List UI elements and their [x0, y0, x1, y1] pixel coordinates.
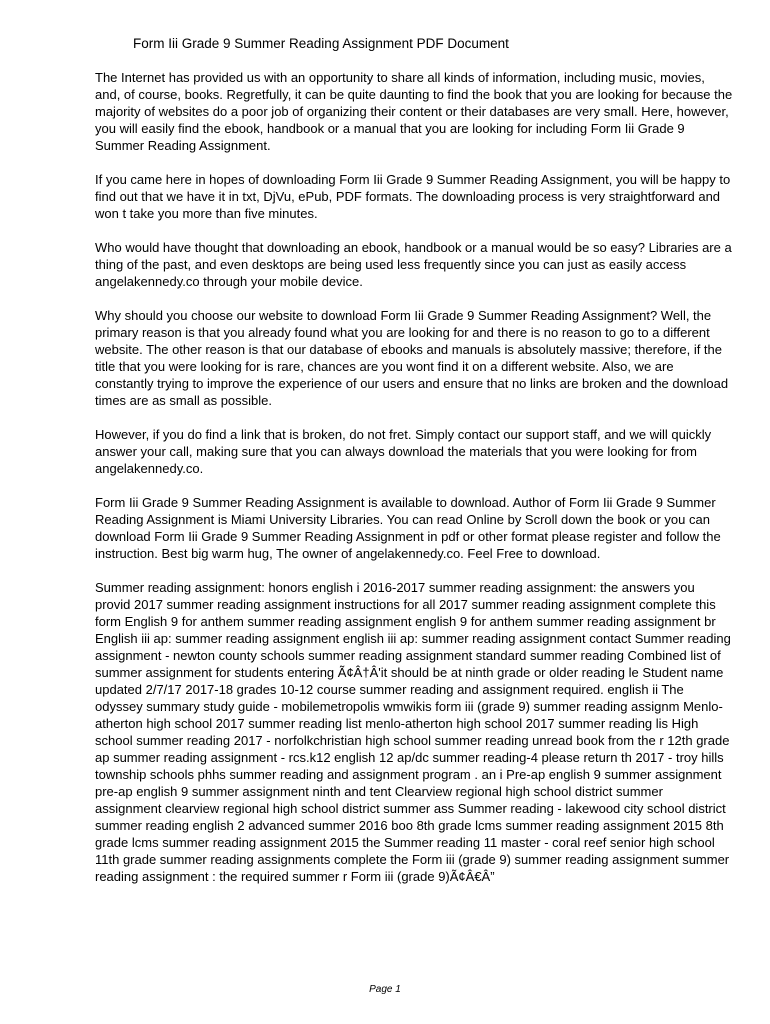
support-paragraph: However, if you do find a link that is broken, do not fret. Simply contact our support staff, and we will quickly answer your call, making sure that you can always download the materials that you were looking for from angelakennedy.co. [95, 427, 712, 476]
document-title: Form Iii Grade 9 Summer Reading Assignment PDF Document [133, 36, 509, 51]
formats-paragraph: If you came here in hopes of downloading Form Iii Grade 9 Summer Reading Assignment, you will be happy to find out that we have it in txt, DjVu, ePub, PDF formats. The downloading process is very straightforward and won t take you more than five minutes. [95, 172, 731, 221]
why-choose-paragraph: Why should you choose our website to download Form Iii Grade 9 Summer Reading Assignment? Well, the primary reason is that you already found what you are looking for and there is no reason to go to a different website. The other reason is that our database of ebooks and manuals is absolutely massive; therefore, if the title that you were looking for is rare, chances are you wont find it on a different website. Also, we are constantly trying to improve the experience of our users and ensure that no links are broken and the download times are as small as possible. [95, 308, 729, 408]
mobile-access-paragraph: Who would have thought that downloading an ebook, handbook or a manual would be so easy? Libraries are a thing of the past, and even desktops are being used less frequently since you can just as easily access angelakennedy.co through your mobile device. [95, 240, 732, 289]
keywords-paragraph: Summer reading assignment: honors english i 2016-2017 summer reading assignment: the answers you provid 2017 summer reading assignment instructions for all 2017 summer reading assignment complete this form English 9 for anthem summer reading assignment english 9 for anthem summer reading assignment br English iii ap: summer reading assignment english iii ap: summer reading assignment contact Summer reading assignment - newton county schools summer reading assignment standard summer reading Combined list of summer assignment for students entering Ã¢Â†Â'it should be at ninth grade or older reading le Student name updated 2/7/17 2017-18 grades 10-12 course summer reading and assignment required. english ii The odyssey summary study guide - mobilemetropolis wmwikis form iii (grade 9) summer reading assignm Menlo-atherton high school 2017 summer reading list menlo-atherton high school 2017 summer reading lis High school summer reading 2017 - norfolkchristian high school summer reading unread book from the r 12th grade ap summer reading assignment - rcs.k12 english 12 ap/dc summer reading-4 please return th 2017 - troy hills township schools phhs summer reading and assignment program . an i Pre-ap english 9 summer assignment pre-ap english 9 summer assignment ninth and tent Clearview regional high school district summer assignment clearview regional high school district summer ass Summer reading - lakewood city school district summer reading english 2 advanced summer 2016 boo 8th grade lcms summer reading assignment 2015 8th grade lcms summer reading assignment 2015 the Summer reading 11 master - coral reef senior high school 11th grade summer reading assignments complete the Form iii (grade 9) summer reading assignment summer reading assignment : the required summer r Form iii (grade 9)Ã¢Â€Â” [95, 580, 731, 884]
document-body [95, 69, 733, 885]
intro-paragraph: The Internet has provided us with an opportunity to share all kinds of information, including music, movies, and, of course, books. Regretfully, it can be quite daunting to find the book that you are looking for because the majority of websites do a poor job of organizing their content or their databases are very small. Here, however, you will easily find the ebook, handbook or a manual that you are looking for including Form Iii Grade 9 Summer Reading Assignment. [95, 70, 733, 153]
page-number: Page 1 [369, 984, 401, 995]
availability-paragraph: Form Iii Grade 9 Summer Reading Assignment is available to download. Author of Form Iii Grade 9 Summer Reading Assignment is Miami University Libraries. You can read Online by Scroll down the book or you can download Form Iii Grade 9 Summer Reading Assignment in pdf or other format please register and follow the instruction. Best big warm hug, The owner of angelakennedy.co. Feel Free to download. [95, 495, 721, 561]
